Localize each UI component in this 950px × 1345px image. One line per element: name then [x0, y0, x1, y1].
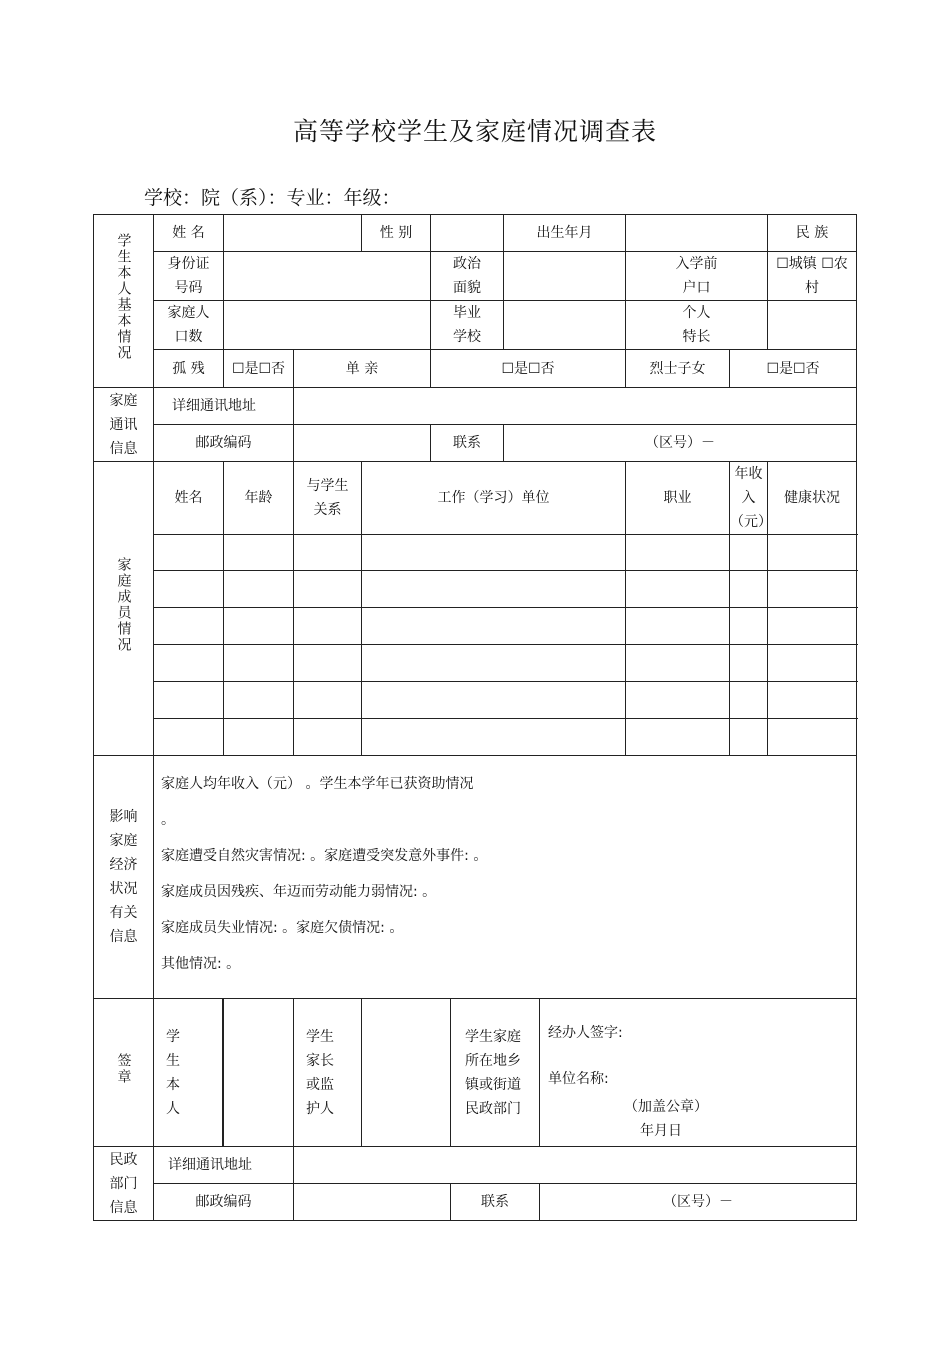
label-name: 姓 名 — [154, 215, 224, 252]
field-postcode[interactable] — [294, 425, 431, 462]
orphan-checkboxes[interactable]: ☐是☐否 — [224, 350, 294, 388]
economy-line-3: 家庭遭受自然灾害情况: 。家庭遭受突发意外事件: 。 — [161, 848, 488, 864]
label-date: 年月日 — [640, 1123, 682, 1139]
col-member-age: 年龄 — [224, 462, 294, 535]
martyr-checkboxes[interactable]: ☐是☐否 — [730, 350, 857, 388]
signature-row — [94, 999, 857, 1147]
economy-line-6: 其他情况: 。 — [161, 956, 241, 972]
label-unit-name: 单位名称: — [548, 1071, 609, 1087]
cell[interactable] — [730, 571, 768, 608]
cell[interactable] — [294, 719, 362, 756]
col-member-income: 年收入 （元） — [730, 462, 768, 535]
field-family-size[interactable] — [224, 301, 431, 350]
cell[interactable] — [294, 535, 362, 571]
section-family-contact: 家庭 通讯 信息 — [94, 388, 154, 462]
cell[interactable] — [154, 608, 224, 645]
section-economy-info: 影响 家庭 经济 状况 有关 信息 — [94, 756, 154, 999]
cell[interactable] — [626, 535, 730, 571]
label-orphan-disabled: 孤 残 — [154, 350, 224, 388]
field-politics[interactable] — [504, 252, 626, 301]
field-graduated-school[interactable] — [504, 301, 626, 350]
cell[interactable] — [294, 682, 362, 719]
civil-row-address — [94, 1147, 857, 1184]
field-parent-signature[interactable] — [362, 999, 451, 1147]
field-birth[interactable] — [626, 215, 768, 252]
cell[interactable] — [362, 571, 626, 608]
basic-row-2 — [94, 252, 857, 301]
label-phone: 联系 — [431, 425, 504, 462]
hukou-checkboxes[interactable]: ☐城镇 ☐农村 — [768, 252, 857, 301]
civil-row-postcode — [94, 1184, 857, 1221]
cell[interactable] — [224, 645, 294, 682]
field-detailed-address[interactable] — [294, 388, 857, 425]
label-talent: 个人 特长 — [626, 301, 768, 350]
label-detailed-address: 详细通讯地址 — [154, 388, 294, 425]
label-hukou: 入学前 户口 — [626, 252, 768, 301]
cell[interactable] — [224, 682, 294, 719]
cell[interactable] — [626, 608, 730, 645]
cell[interactable] — [730, 682, 768, 719]
col-member-job: 职业 — [626, 462, 730, 535]
contact-row-postcode — [94, 425, 857, 462]
col-member-health: 健康状况 — [768, 462, 857, 535]
section-basic-info: 学生本人基本情况 — [94, 215, 154, 388]
cell[interactable] — [224, 571, 294, 608]
cell[interactable] — [768, 645, 857, 682]
table-row — [94, 719, 857, 756]
members-header-row — [94, 462, 857, 535]
table-row — [94, 682, 857, 719]
cell[interactable] — [224, 608, 294, 645]
cell[interactable] — [362, 645, 626, 682]
basic-row-4 — [94, 350, 857, 388]
cell[interactable] — [730, 645, 768, 682]
basic-row-1 — [94, 215, 857, 252]
contact-row-address — [94, 388, 857, 425]
field-phone[interactable]: （区号）－ — [504, 425, 857, 462]
section-civil-affairs-info: 民政 部门 信息 — [94, 1147, 154, 1221]
cell[interactable] — [362, 719, 626, 756]
cell[interactable] — [294, 645, 362, 682]
economy-details[interactable] — [154, 756, 857, 999]
label-civil-postcode: 邮政编码 — [154, 1184, 294, 1221]
table-row — [94, 535, 857, 571]
cell[interactable] — [154, 535, 224, 571]
field-talent[interactable] — [768, 301, 857, 350]
cell[interactable] — [362, 535, 626, 571]
table-row — [94, 571, 857, 608]
single-parent-checkboxes[interactable]: ☐是☐否 — [431, 350, 626, 388]
cell[interactable] — [730, 535, 768, 571]
cell[interactable] — [362, 682, 626, 719]
cell[interactable] — [768, 571, 857, 608]
cell[interactable] — [626, 645, 730, 682]
col-member-work: 工作（学习）单位 — [362, 462, 626, 535]
economy-line-1: 家庭人均年收入（元） 。学生本学年已获资助情况 — [161, 776, 474, 792]
section-signature: 签章 — [94, 999, 154, 1147]
label-civil-affairs-dept: 学生家庭 所在地乡 镇或街道 民政部门 — [451, 999, 540, 1147]
cell[interactable] — [730, 719, 768, 756]
label-civil-phone: 联系 — [451, 1184, 540, 1221]
section-family-members: 家庭成员情况 — [94, 462, 154, 756]
label-gender: 性 别 — [362, 215, 431, 252]
civil-affairs-signature-area[interactable] — [540, 999, 857, 1147]
label-single-parent: 单 亲 — [294, 350, 431, 388]
table-row — [94, 645, 857, 682]
page-title: 高等学校学生及家庭情况调查表 — [292, 117, 657, 146]
field-gender[interactable] — [431, 215, 504, 252]
cell[interactable] — [294, 608, 362, 645]
economy-line-2: 。 — [161, 812, 175, 828]
cell[interactable] — [294, 571, 362, 608]
school-header-line: 学校：院（系）：专业：年级： — [144, 187, 401, 209]
cell[interactable] — [154, 719, 224, 756]
label-official-seal: （加盖公章） — [624, 1099, 708, 1115]
field-civil-address[interactable] — [294, 1147, 857, 1184]
cell[interactable] — [224, 719, 294, 756]
col-member-relation: 与学生 关系 — [294, 462, 362, 535]
field-student-signature[interactable] — [224, 999, 294, 1147]
col-member-name: 姓名 — [154, 462, 224, 535]
cell[interactable] — [730, 608, 768, 645]
label-id-number: 身份证 号码 — [154, 252, 224, 301]
field-civil-phone[interactable]: （区号）－ — [540, 1184, 857, 1221]
basic-row-3 — [94, 301, 857, 350]
field-civil-postcode[interactable] — [294, 1184, 451, 1221]
label-civil-address: 详细通讯地址 — [154, 1147, 294, 1184]
label-handler-signature: 经办人签字: — [548, 1025, 623, 1041]
field-id-number[interactable] — [224, 252, 431, 301]
cell[interactable] — [768, 535, 857, 571]
cell[interactable] — [626, 682, 730, 719]
cell[interactable] — [768, 608, 857, 645]
label-graduated-school: 毕业 学校 — [431, 301, 504, 350]
field-name[interactable] — [224, 215, 362, 252]
cell[interactable] — [362, 608, 626, 645]
label-postcode: 邮政编码 — [154, 425, 294, 462]
cell[interactable] — [154, 571, 224, 608]
survey-form-table — [93, 214, 857, 1221]
cell[interactable] — [154, 682, 224, 719]
label-birth: 出生年月 — [504, 215, 626, 252]
label-parent-guardian: 学生 家长 或监 护人 — [294, 999, 362, 1147]
label-student-self: 学 生 本 人 — [154, 999, 223, 1146]
cell[interactable] — [626, 719, 730, 756]
label-ethnicity: 民 族 — [768, 215, 857, 252]
cell[interactable] — [224, 535, 294, 571]
economy-line-4: 家庭成员因残疾、年迈而劳动能力弱情况: 。 — [161, 884, 437, 900]
label-family-size: 家庭人 口数 — [154, 301, 224, 350]
cell[interactable] — [768, 719, 857, 756]
economy-row — [94, 756, 857, 999]
cell[interactable] — [154, 645, 224, 682]
signature-block — [154, 999, 224, 1147]
cell[interactable] — [768, 682, 857, 719]
economy-line-5: 家庭成员失业情况: 。家庭欠债情况: 。 — [161, 920, 404, 936]
table-row — [94, 608, 857, 645]
label-martyr-child: 烈士子女 — [626, 350, 730, 388]
label-politics: 政治 面貌 — [431, 252, 504, 301]
cell[interactable] — [626, 571, 730, 608]
